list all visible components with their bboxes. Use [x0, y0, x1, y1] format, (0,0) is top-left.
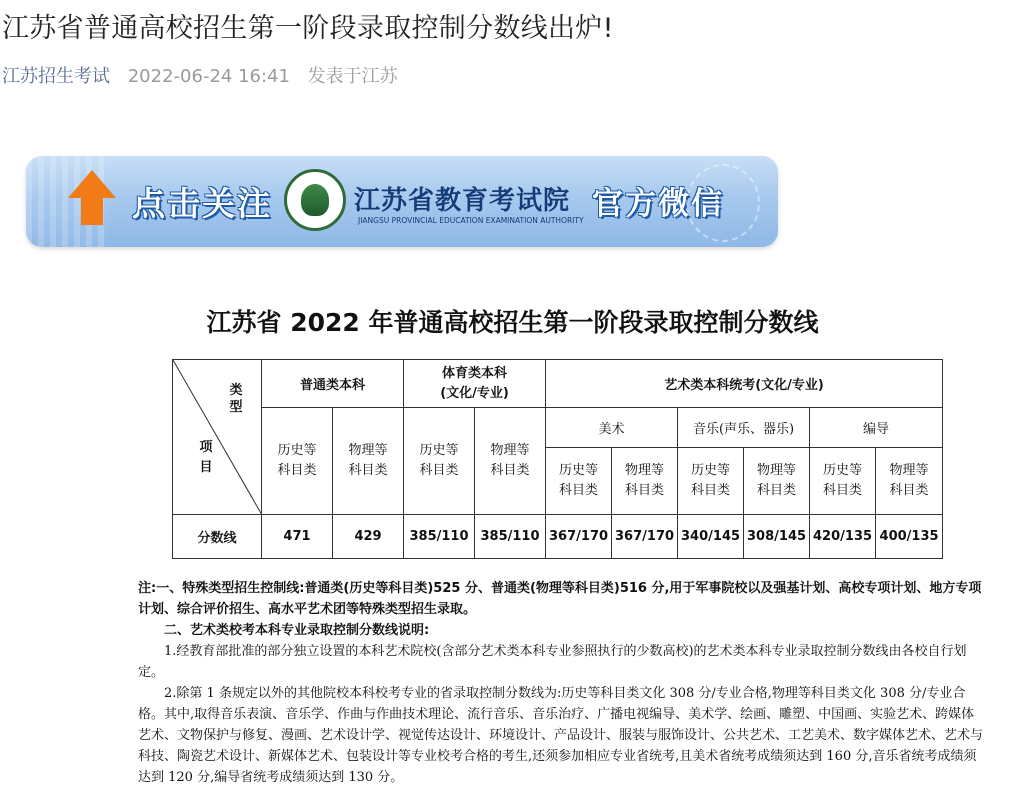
header-art-fine: 美术 — [546, 408, 678, 448]
score-cell: 385/110 — [475, 515, 546, 559]
header-art-director: 编导 — [810, 408, 943, 448]
header-art: 艺术类本科统考(文化/专业) — [546, 360, 943, 408]
note-special-lines: 注:一、特殊类型招生控制线:普通类(历史等科目类)525 分、普通类(物理等科目类)516 分,用于军事院校以及强基计划、高校专项计划、地方专项计划、综合评价招生、高水平艺术团等特殊类型招生录取。 — [138, 581, 982, 617]
corner-cell — [173, 360, 262, 515]
score-table — [172, 359, 943, 559]
up-arrow-icon — [68, 170, 116, 198]
publish-location: 发表于江苏 — [307, 66, 398, 87]
sub-header-music-physics: 物理等 科目类 — [744, 448, 810, 515]
header-sports-line2: (文化/专业) — [440, 385, 509, 401]
document-title: 江苏省 2022 年普通高校招生第一阶段录取控制分数线 — [206, 308, 819, 337]
score-cell: 400/135 — [876, 515, 943, 559]
score-cell: 385/110 — [404, 515, 475, 559]
article-title: 江苏省普通高校招生第一阶段录取控制分数线出炉! — [2, 13, 614, 44]
score-cell: 308/145 — [744, 515, 810, 559]
article-meta — [2, 62, 398, 88]
follow-text: 点击关注 — [132, 184, 272, 223]
notes-section — [138, 578, 984, 788]
official-wechat-text: 官方微信 — [592, 186, 724, 222]
score-cell: 420/135 — [810, 515, 876, 559]
score-cell: 367/170 — [612, 515, 678, 559]
score-cell: 367/170 — [546, 515, 612, 559]
table-row — [173, 515, 943, 559]
publish-time: 2022-06-24 16:41 — [127, 66, 290, 87]
note-art-heading: 二、艺术类校考本科专业录取控制分数线说明: — [164, 623, 430, 638]
diagonal-line — [173, 360, 262, 515]
corner-item-label: 项目 — [199, 440, 213, 475]
note-art-item-1: 1.经教育部批准的部分独立设置的本科艺术院校(含部分艺术类本科专业参照执行的少数高校)的艺术类本科专业录取控制分数线由各校自行划定。 — [138, 644, 967, 680]
follow-banner[interactable] — [26, 156, 778, 247]
sub-header-sports-history: 历史等 科目类 — [404, 408, 475, 515]
sub-header-director-history: 历史等 科目类 — [810, 448, 876, 515]
row-label-score: 分数线 — [173, 515, 262, 559]
laurel-decoration — [686, 164, 760, 242]
header-sports — [404, 360, 546, 408]
institution-name-en: JIANGSU PROVINCIAL EDUCATION EXAMINATION AUTHORITY — [358, 216, 584, 225]
sub-header-fine-physics: 物理等 科目类 — [612, 448, 678, 515]
sub-header-fine-history: 历史等 科目类 — [546, 448, 612, 515]
institution-name: 江苏省教育考试院 — [354, 186, 571, 216]
up-arrow-stem — [81, 197, 103, 225]
sub-header-sports-physics: 物理等 科目类 — [475, 408, 546, 515]
score-cell: 429 — [333, 515, 404, 559]
sub-header-director-physics: 物理等 科目类 — [876, 448, 943, 515]
score-cell: 471 — [262, 515, 333, 559]
sub-header-regular-physics: 物理等 科目类 — [333, 408, 404, 515]
header-regular: 普通类本科 — [262, 360, 404, 408]
header-art-music: 音乐(声乐、器乐) — [678, 408, 810, 448]
sub-header-music-history: 历史等 科目类 — [678, 448, 744, 515]
account-name-link[interactable]: 江苏招生考试 — [2, 66, 110, 87]
corner-type-label: 类型 — [229, 383, 243, 415]
sub-header-regular-history: 历史等 科目类 — [262, 408, 333, 515]
score-cell: 340/145 — [678, 515, 744, 559]
note-art-item-2: 2.除第 1 条规定以外的其他院校本科校考专业的省录取控制分数线为:历史等科目类文化 308 分/专业合格,物理等科目类文化 308 分/专业合格。其中,取得音乐表演、音乐学、作曲与作曲技术理论、流行音乐、音乐治疗、广播电视编导、美术学、绘画、雕塑、中国画、实验艺术、跨媒体艺术、文物保护与修复、漫画、艺术设计学、视觉传达设计、环境设计、产品设计、服装与服饰设计、公共艺术、工艺美术、数字媒体艺术、艺术与科技、陶瓷艺术设计、新媒体艺术、包装设计等专业校考合格的考生,还须参加相应专业省统考,且美术省统考成绩须达到 160 分,音乐省统考成绩须达到 120 分,编导省统考成绩须达到 130 分。 — [138, 686, 984, 785]
institution-emblem-icon — [284, 169, 346, 231]
header-sports-line1: 体育类本科 — [442, 365, 508, 381]
